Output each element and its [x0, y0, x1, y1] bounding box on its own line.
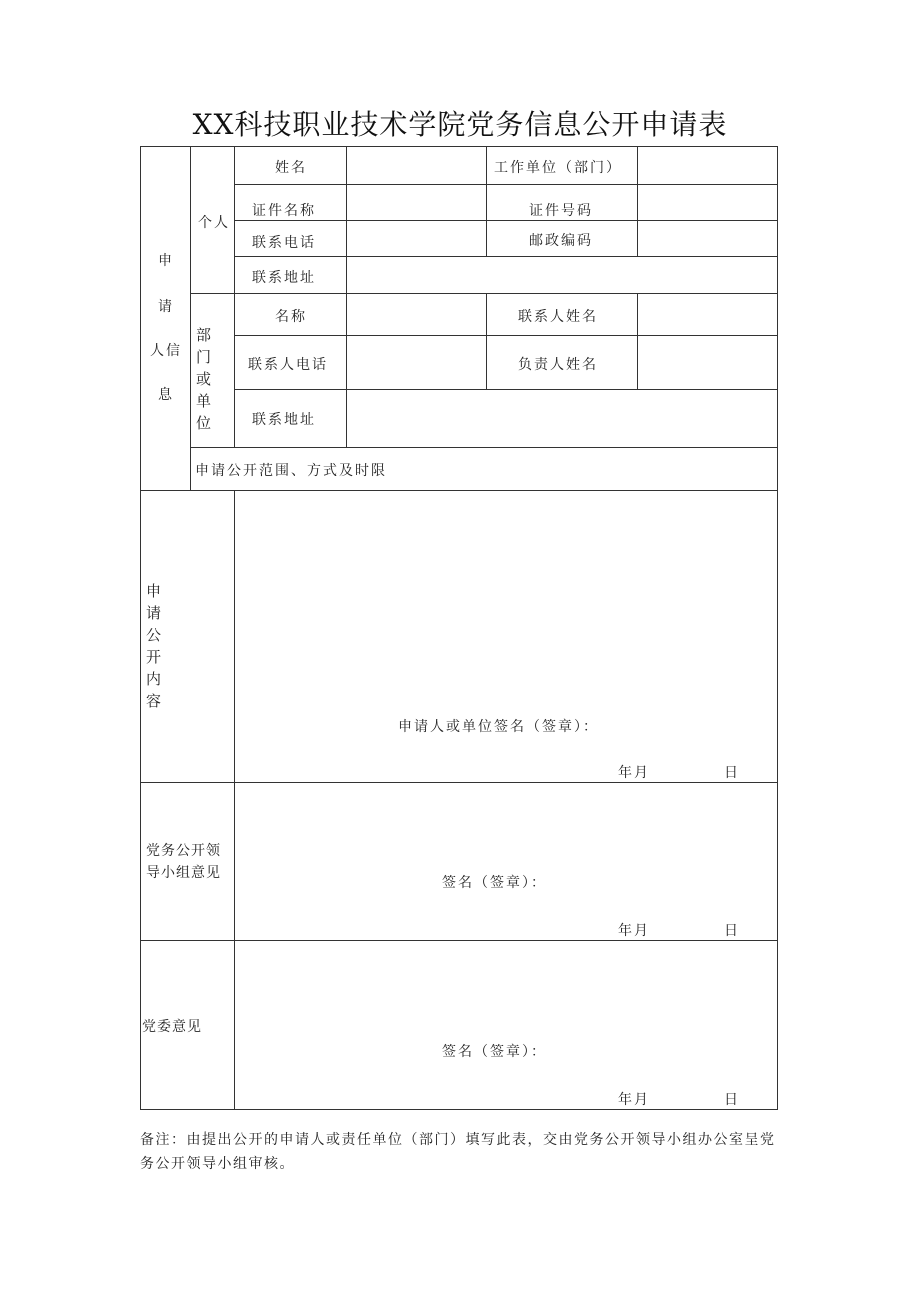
contact-name-field[interactable] [638, 294, 777, 335]
contact-phone-field[interactable] [347, 336, 486, 389]
leader-year-month-label: 年月 [618, 923, 650, 939]
work-unit-field[interactable] [638, 147, 777, 184]
contact-phone-label: 联系人电话 [248, 357, 328, 373]
scope-label: 申请公开范围、方式及时限 [195, 463, 387, 479]
id-number-label: 证件号码 [529, 203, 593, 219]
org-address-field[interactable] [347, 390, 777, 447]
postcode-label: 邮政编码 [529, 233, 593, 249]
divider-vertical-4a [486, 146, 487, 256]
leader-group-label: 党务公开领导小组意见 [146, 843, 221, 881]
page-title: XX科技职业技术学院党务信息公开申请表 [192, 108, 728, 141]
id-type-label: 证件名称 [252, 203, 316, 219]
row-line-7 [190, 447, 778, 448]
applicant-label-2: 请 [158, 299, 174, 315]
id-type-field[interactable] [347, 185, 486, 220]
personal-label: 个人 [198, 215, 230, 231]
contact-name-label: 联系人姓名 [518, 309, 598, 325]
leader-signature-label: 签名（签章）： [442, 875, 547, 891]
applicant-signature-label: 申请人或单位签名（签章）： [398, 719, 599, 735]
name-label: 姓名 [275, 160, 307, 176]
committee-day-label: 日 [724, 1092, 740, 1108]
leader-name-field[interactable] [638, 336, 777, 389]
work-unit-label: 工作单位（部门） [494, 160, 622, 176]
committee-label: 党委意见 [142, 1019, 202, 1035]
org-name-label: 名称 [275, 309, 307, 325]
divider-content-leader [140, 782, 778, 783]
leader-day-label: 日 [724, 923, 740, 939]
name-field[interactable] [347, 147, 486, 184]
committee-signature-label: 签名（签章）： [442, 1044, 547, 1060]
phone-field[interactable] [347, 221, 486, 256]
leader-name-label: 负责人姓名 [518, 357, 598, 373]
content-section-label: 申请公开内容 [146, 582, 162, 710]
content-field[interactable] [235, 491, 777, 706]
divider-vertical-4b [486, 293, 487, 389]
organization-label: 部门或单位 [196, 326, 212, 432]
application-form [140, 146, 778, 1110]
postcode-field[interactable] [638, 221, 777, 256]
phone-label: 联系电话 [252, 235, 316, 251]
org-address-label: 联系地址 [252, 412, 316, 428]
border-right [777, 146, 778, 1110]
border-left [140, 146, 141, 1110]
note: 备注：由提出公开的申请人或责任单位（部门）填写此表，交由党务公开领导小组办公室呈党务公开领导小组审核。 [140, 1132, 776, 1172]
org-name-field[interactable] [347, 294, 486, 335]
id-number-field[interactable] [638, 185, 777, 220]
personal-address-label: 联系地址 [252, 270, 316, 286]
border-bottom [140, 1109, 778, 1110]
applicant-label-1: 申 [158, 253, 174, 269]
personal-address-field[interactable] [347, 257, 777, 293]
applicant-label-4: 息 [158, 387, 174, 403]
divider-leader-committee [140, 940, 778, 941]
committee-year-month-label: 年月 [618, 1092, 650, 1108]
content-year-month-label: 年月 [618, 765, 650, 781]
divider-vertical-2 [234, 146, 235, 447]
divider-vertical-1 [190, 146, 191, 490]
content-day-label: 日 [724, 765, 740, 781]
applicant-label-3: 人信 [150, 343, 182, 359]
